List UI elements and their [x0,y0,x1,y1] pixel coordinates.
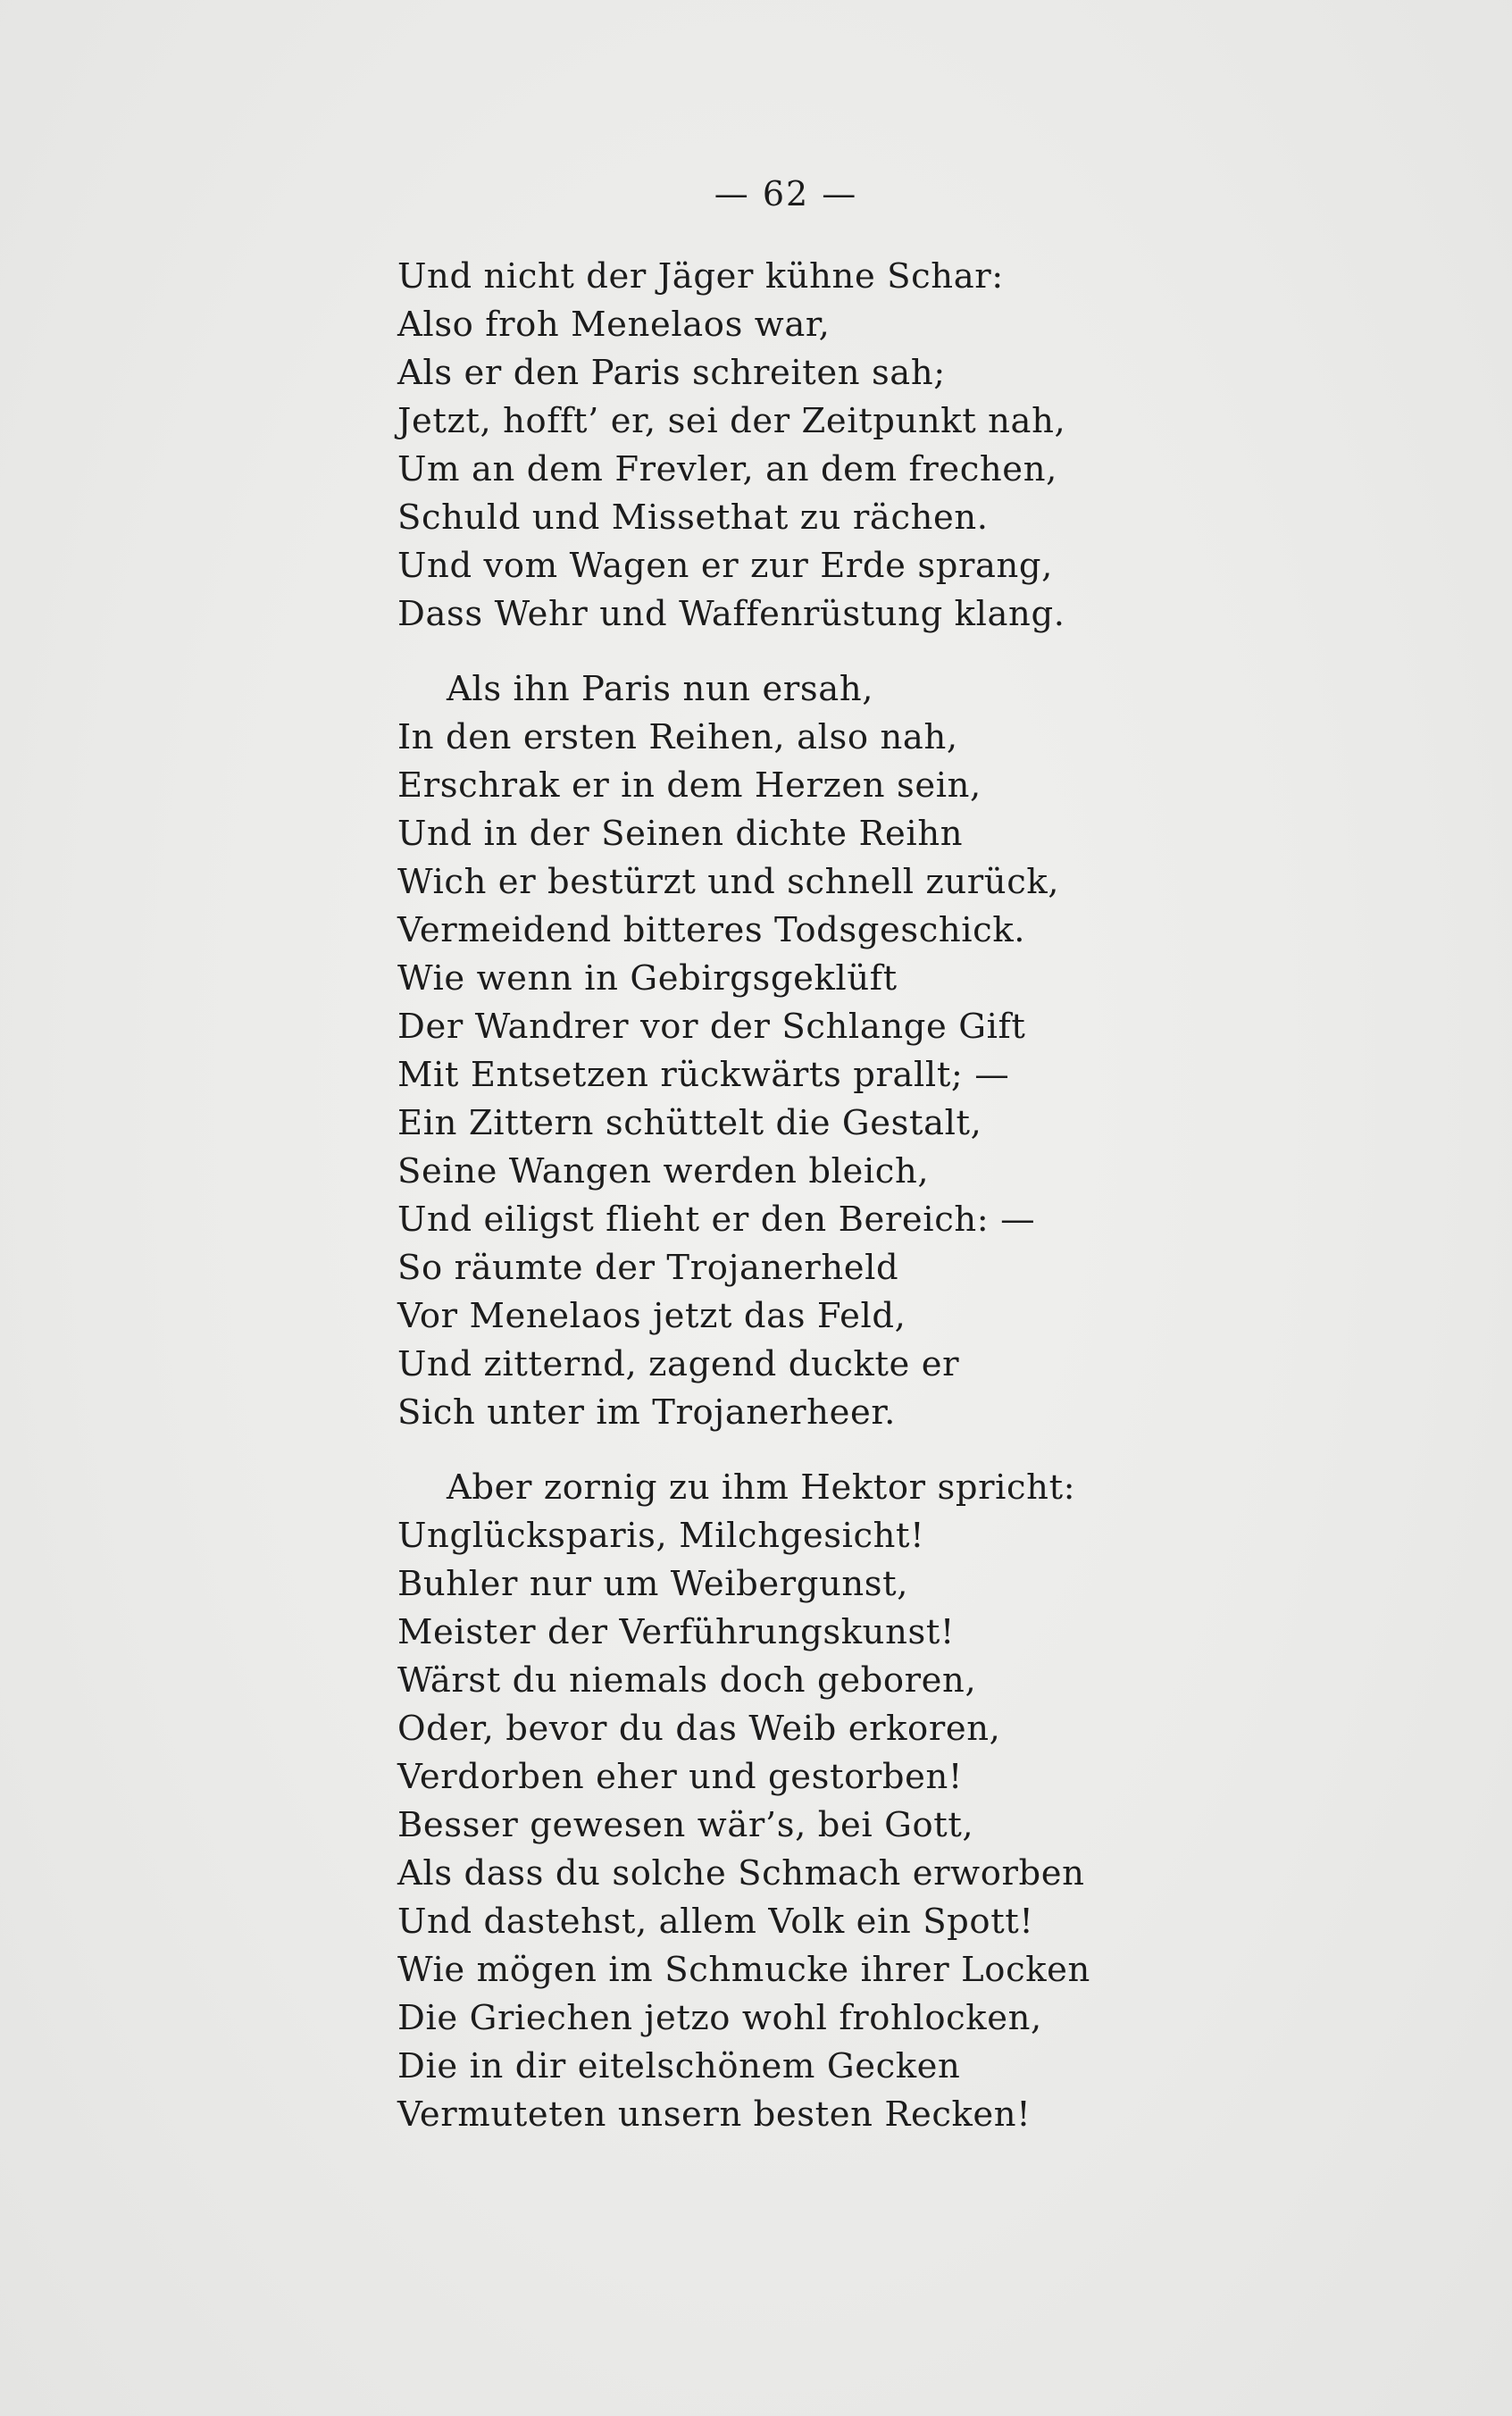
poem-line: Seine Wangen werden bleich, [397,1151,930,1191]
poem-line: Und dastehst, allem Volk ein Spott! [397,1902,1034,1942]
poem-line: Schuld und Missethat zu rächen. [397,497,989,538]
poem-line: Als ihn Paris nun ersah, [447,669,874,709]
poem-line: Vermeidend bitteres Todsgeschick. [397,910,1026,950]
poem-line: Und vom Wagen er zur Erde sprang, [397,546,1054,586]
stanza-1 [397,253,1380,639]
poem-line: Verdorben eher und gestorben! [397,1757,963,1797]
poem-line: Der Wandrer vor der Schlange Gift [397,1007,1026,1047]
poem-line: Die Griechen jetzo wohl frohlocken, [397,1998,1042,2038]
poem-line: Und nicht der Jäger kühne Schar: [397,256,1004,297]
poem-line: Erschrak er in dem Herzen sein, [397,765,982,806]
poem-line: Also froh Menelaos war, [397,305,831,345]
poem-line: Wie mögen im Schmucke ihrer Locken [397,1950,1090,1990]
poem-line: Jetzt, hofft’ er, sei der Zeitpunkt nah, [397,401,1066,441]
poem-line: In den ersten Reihen, also nah, [397,717,958,757]
poem-line: Wärst du niemals doch geboren, [397,1660,977,1701]
poem-line: Die in dir eitelschönem Gecken [397,2046,961,2086]
stanza-3 [397,1464,1380,2139]
poem-line: Und eiligst flieht er den Bereich: — [397,1200,1036,1240]
poem-line: Als er den Paris schreiten sah; [397,353,946,393]
poem-line: Wich er bestürzt und schnell zurück, [397,862,1060,902]
poem-line: Wie wenn in Gebirgsgeklüft [397,958,898,999]
stanza-2 [397,665,1380,1437]
page-number: — 62 — [714,174,858,213]
poem-text [397,253,1380,2139]
poem-line: Meister der Verführungskunst! [397,1612,955,1652]
poem-line: Oder, bevor du das Weib erkoren, [397,1709,1001,1749]
poem-line: Um an dem Frevler, an dem frechen, [397,449,1057,489]
poem-line: So räumte der Trojanerheld [397,1248,899,1288]
poem-line: Als dass du solche Schmach erworben [397,1853,1085,1894]
poem-line: Aber zornig zu ihm Hektor spricht: [447,1467,1076,1508]
poem-line: Und zitternd, zagend duckte er [397,1344,960,1384]
poem-line: Vor Menelaos jetzt das Feld, [397,1296,906,1336]
poem-line: Und in der Seinen dichte Reihn [397,814,964,854]
poem-line: Ein Zittern schüttelt die Gestalt, [397,1103,982,1143]
poem-line: Unglücksparis, Milchgesicht! [397,1516,925,1556]
poem-line: Buhler nur um Weibergunst, [397,1564,909,1604]
poem-line: Vermuteten unsern besten Recken! [397,2094,1032,2135]
poem-line: Dass Wehr und Waffenrüstung klang. [397,594,1065,634]
poem-line: Besser gewesen wär’s, bei Gott, [397,1805,974,1845]
poem-line: Sich unter im Trojanerheer. [397,1392,896,1433]
poem-line: Mit Entsetzen rückwärts prallt; — [397,1055,1010,1095]
